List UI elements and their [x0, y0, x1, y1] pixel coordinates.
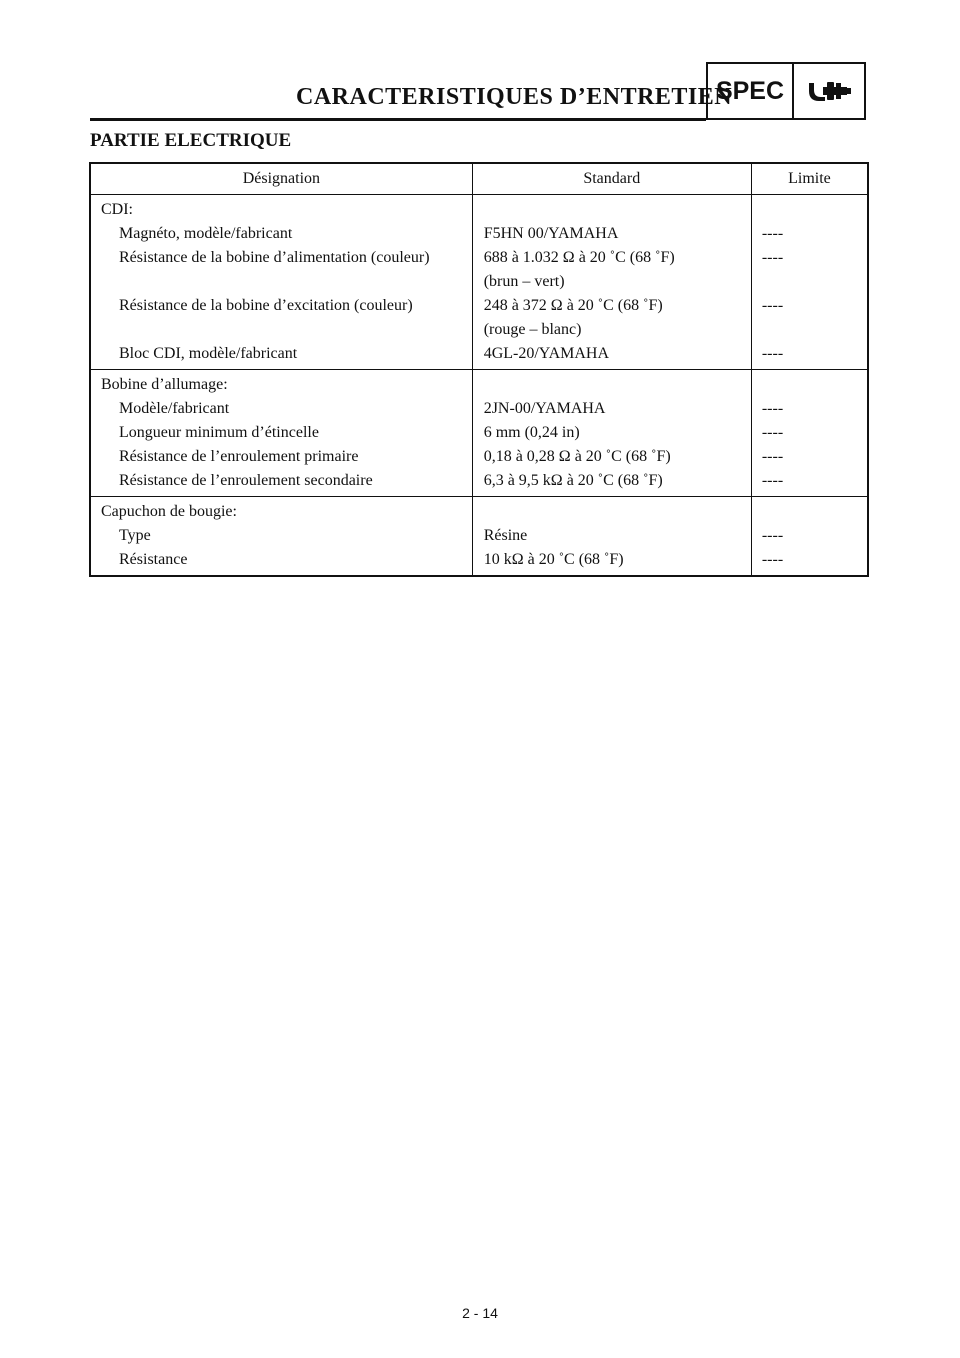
designation: Modèle/fabricant [119, 400, 230, 417]
standard: 6,3 à 9,5 kΩ à 20 ˚C (68 ˚F) [472, 469, 751, 497]
section-title: PARTIE ELECTRIQUE [90, 130, 292, 151]
limite: ---- [761, 249, 784, 266]
limite: ---- [761, 527, 784, 544]
table-row [90, 397, 868, 421]
standard: 688 à 1.032 Ω à 20 ˚C (68 ˚F) [483, 249, 675, 266]
designation: Type [119, 527, 151, 544]
group-title-row [90, 497, 868, 525]
standard: 0,18 à 0,28 Ω à 20 ˚C (68 ˚F) [472, 445, 751, 469]
table-header-row [90, 163, 868, 195]
table-row [90, 421, 868, 445]
designation: Résistance de l’enroulement secondaire [119, 472, 373, 489]
page-number: 2 - 14 [462, 1305, 498, 1321]
standard: F5HN 00/YAMAHA [472, 222, 751, 246]
page-title: CARACTERISTIQUES D’ENTRETIEN [296, 84, 733, 110]
table-row [90, 222, 868, 246]
table-row [90, 445, 868, 469]
column-header: Limite [751, 163, 868, 195]
group-title: Bobine d’allumage: [90, 370, 472, 398]
column-header: Standard [472, 163, 751, 195]
designation: Résistance de l’enroulement primaire [119, 448, 359, 465]
table-row [90, 294, 868, 342]
header-rule [90, 118, 706, 121]
designation: Longueur minimum d’étincelle [119, 424, 319, 441]
group-title-row [90, 370, 868, 398]
standard: 2JN-00/YAMAHA [472, 397, 751, 421]
standard: 248 à 372 Ω à 20 ˚C (68 ˚F) [483, 297, 663, 314]
limite: ---- [751, 548, 868, 576]
standard: 6 mm (0,24 in) [472, 421, 751, 445]
standard-note: (brun – vert) [483, 273, 565, 290]
limite: ---- [761, 225, 784, 242]
limite: ---- [751, 342, 868, 370]
table-row [90, 524, 868, 548]
spec-label: SPEC [708, 64, 794, 118]
designation: Résistance de la bobine d’excitation (couleur) [119, 297, 413, 314]
table-row [90, 246, 868, 294]
column-header: Désignation [90, 163, 472, 195]
standard: 10 kΩ à 20 ˚C (68 ˚F) [472, 548, 751, 576]
spec-badge [706, 62, 866, 120]
designation: Bloc CDI, modèle/fabricant [119, 345, 298, 362]
limite: ---- [761, 297, 784, 314]
limite: ---- [761, 400, 784, 417]
standard: Résine [472, 524, 751, 548]
wrench-icon [794, 64, 864, 118]
table-row [90, 469, 868, 497]
designation: Magnéto, modèle/fabricant [119, 225, 293, 242]
table-row [90, 548, 868, 576]
limite: ---- [761, 448, 784, 465]
standard: 4GL-20/YAMAHA [472, 342, 751, 370]
spec-table [89, 162, 869, 577]
limite: ---- [761, 424, 784, 441]
group-title-row [90, 195, 868, 223]
group-title: Capuchon de bougie: [90, 497, 472, 525]
designation: Résistance de la bobine d’alimentation (couleur) [119, 249, 430, 266]
designation: Résistance [119, 551, 188, 568]
table-row [90, 342, 868, 370]
limite: ---- [751, 469, 868, 497]
group-title: CDI: [90, 195, 472, 223]
standard-note: (rouge – blanc) [483, 321, 582, 338]
